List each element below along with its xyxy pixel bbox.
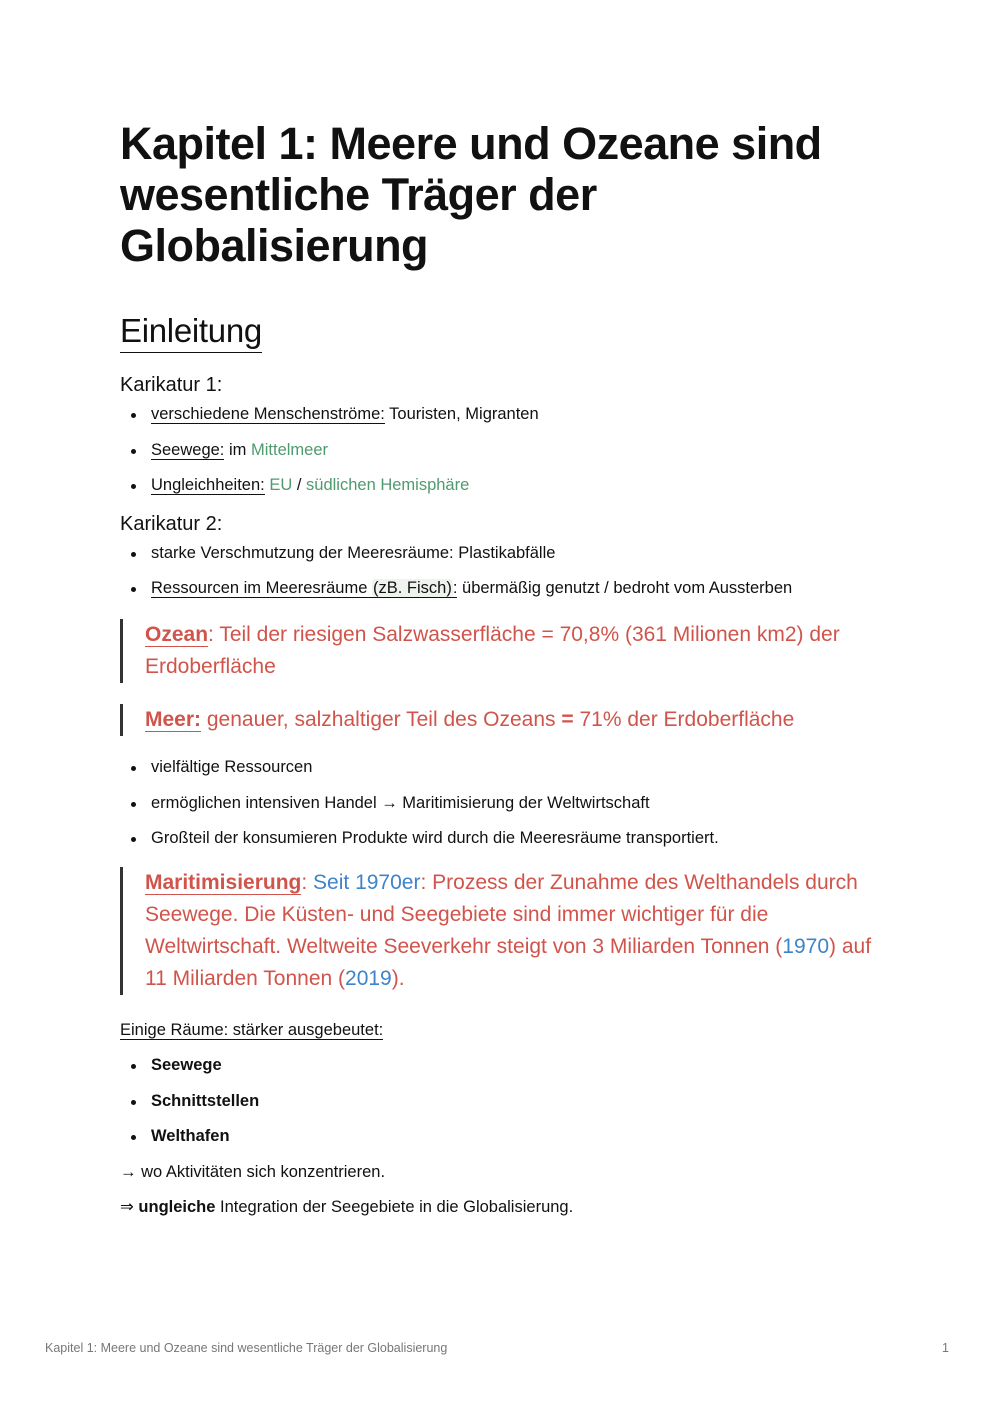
maritimisierung-definition	[120, 867, 880, 995]
list-item	[120, 403, 880, 425]
definition-text: : Teil der riesigen Salzwasserfläche = 70,8% (361 Milionen km2) der Erdoberfläche	[145, 623, 840, 678]
karikatur2-heading: Karikatur 2:	[120, 512, 223, 535]
meer-definition	[120, 704, 880, 736]
definition-text: genauer, salzhaltiger Teil des Ozeans	[201, 708, 562, 731]
ozean-definition	[120, 619, 880, 683]
list-item: ermöglichen intensiven Handel → Maritimisierung der Weltwirtschaft	[120, 792, 880, 814]
item-label: Seewege:	[151, 440, 225, 459]
emphasis-word: ungleiche	[138, 1197, 216, 1216]
example-tag: (zB. Fisch)	[373, 579, 452, 597]
page-title: Kapitel 1: Meere und Ozeane sind wesentliche Träger der Globalisierung	[120, 118, 822, 271]
item-label-text: Ressourcen im Meeresräume	[151, 579, 372, 597]
definition-colon: :	[301, 871, 308, 894]
item-label-colon: :	[452, 579, 458, 597]
year-1970: 1970	[782, 935, 830, 958]
item-text: im	[224, 440, 251, 459]
list-item: Welthafen	[120, 1125, 880, 1147]
item-label: verschiedene Menschenströme:	[151, 405, 385, 423]
equals-sign: =	[561, 708, 574, 731]
definition-text: : Prozess der Zunahme des Welthandels durch Seewege. Die Küsten- und Seegebiete sind immer wichtiger für die Weltwirtschaft. Weltweite Seeverkehr steigt von 3 Miliarden Tonnen (	[145, 871, 858, 958]
definition-term: Maritimisierung	[145, 871, 302, 894]
item-label	[151, 579, 457, 598]
raeume-heading-text: Einige Räume: stärker ausgebeutet:	[120, 1021, 384, 1039]
footer-title: Kapitel 1: Meere und Ozeane sind wesentliche Träger der Globalisierung	[45, 1341, 448, 1355]
item-highlight: EU	[269, 476, 293, 494]
definition-term: Meer:	[145, 708, 202, 731]
conclusion-arrow: → wo Aktivitäten sich konzentrieren.	[120, 1162, 386, 1181]
item-separator: /	[292, 476, 307, 494]
section-heading: Einleitung	[120, 311, 262, 353]
properties-list	[120, 756, 880, 849]
definition-text: ) auf 11 Miliarden Tonnen (	[145, 935, 872, 990]
karikatur2-list	[120, 542, 880, 600]
definition-period: Seit 1970er	[307, 871, 421, 894]
item-highlight: südlichen Hemisphäre	[306, 476, 470, 494]
list-item	[120, 577, 880, 599]
item-text: übermäßig genutzt / bedroht vom Aussterben	[457, 579, 793, 597]
karikatur1-list	[120, 403, 880, 496]
list-item	[120, 474, 880, 496]
karikatur1-heading: Karikatur 1:	[120, 374, 223, 396]
list-item	[120, 439, 880, 461]
document-page	[120, 118, 880, 1218]
list-item: vielfältige Ressourcen	[120, 756, 880, 778]
list-item: Seewege	[120, 1054, 880, 1076]
double-arrow-prefix: ⇒	[120, 1197, 139, 1216]
definition-text: ).	[391, 967, 405, 990]
year-2019: 2019	[345, 967, 392, 990]
item-highlight: Mittelmeer	[250, 440, 328, 459]
list-item: starke Verschmutzung der Meeresräume: Plastikabfälle	[120, 542, 880, 564]
page-number: 1	[942, 1341, 949, 1355]
item-label: Ungleichheiten:	[151, 476, 265, 494]
list-item: Großteil der konsumieren Produkte wird durch die Meeresräume transportiert.	[120, 827, 880, 849]
conclusion-text: Integration der Seegebiete in die Globalisierung.	[215, 1197, 574, 1216]
conclusion-double-arrow	[120, 1196, 880, 1218]
definition-text: 71% der Erdoberfläche	[573, 708, 795, 731]
list-item: Schnittstellen	[120, 1090, 880, 1112]
item-text: Touristen, Migranten	[384, 405, 539, 423]
raeume-list	[120, 1054, 880, 1147]
definition-term: Ozean	[145, 623, 209, 646]
raeume-heading	[120, 1019, 880, 1041]
